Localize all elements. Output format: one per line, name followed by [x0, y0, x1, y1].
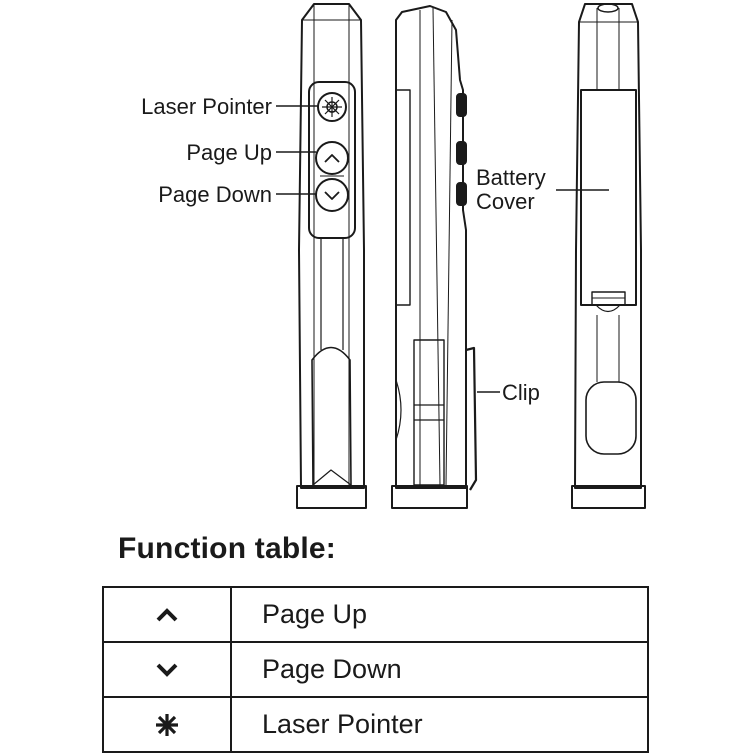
table-row — [103, 642, 648, 697]
callout-laser-pointer: Laser Pointer — [141, 94, 272, 119]
callout-cover: Cover — [476, 189, 535, 214]
chevron-down-icon — [153, 660, 181, 680]
callout-page-up: Page Up — [186, 140, 272, 165]
page-buttons — [316, 142, 348, 211]
laser-button — [318, 93, 346, 121]
front-view — [297, 4, 366, 508]
clip — [466, 348, 476, 490]
battery-cover — [581, 90, 636, 305]
row-label: Page Down — [231, 642, 648, 697]
table-row — [103, 697, 648, 752]
callout-battery: Battery — [476, 165, 546, 190]
table-row — [103, 587, 648, 642]
callout-page-down: Page Down — [158, 182, 272, 207]
row-label: Laser Pointer — [231, 697, 648, 752]
callout-clip: Clip — [502, 380, 540, 405]
function-table-heading: Function table: — [118, 532, 336, 565]
row-label: Page Up — [231, 587, 648, 642]
asterisk-icon — [153, 711, 181, 739]
side-view — [392, 6, 476, 508]
function-table — [102, 586, 649, 753]
chevron-up-icon — [153, 605, 181, 625]
back-view — [572, 4, 645, 508]
